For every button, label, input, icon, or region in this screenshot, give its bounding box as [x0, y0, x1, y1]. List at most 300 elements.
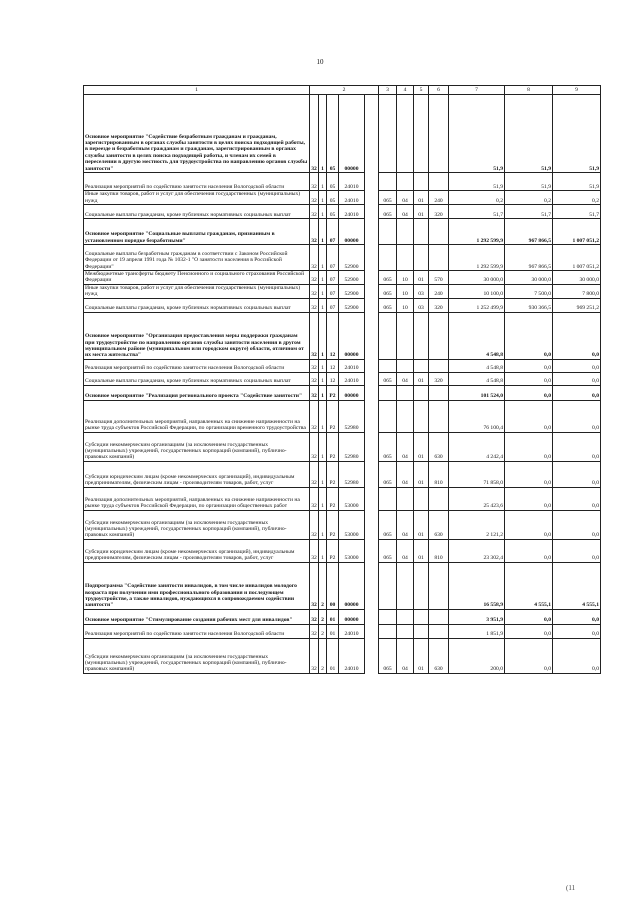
code-program: 32 — [310, 400, 319, 432]
code-direction: 52980 — [339, 400, 365, 432]
code-grbs: 065 — [379, 271, 397, 285]
code-subprogram: 1 — [319, 372, 327, 385]
header-col-4: 4 — [397, 86, 414, 95]
amount-year-3: 51,9 — [553, 173, 601, 191]
code-subprogram: 2 — [319, 638, 327, 673]
code-event: 07 — [327, 284, 339, 298]
header-col-6: 6 — [429, 86, 449, 95]
code-subprogram: 2 — [319, 609, 327, 624]
code-program: 32 — [310, 284, 319, 298]
code-event: 05 — [327, 95, 339, 173]
amount-year-1: 4 548,8 — [449, 312, 505, 359]
table-row — [84, 624, 601, 638]
code-direction: 24010 — [339, 191, 365, 205]
code-subsection — [414, 359, 429, 372]
code-program: 32 — [310, 173, 319, 191]
code-grbs — [379, 359, 397, 372]
code-event: 01 — [327, 624, 339, 638]
code-subsection: 01 — [414, 539, 429, 562]
amount-year-2: 51,7 — [505, 205, 553, 219]
code-program: 32 — [310, 461, 319, 487]
code-program: 32 — [310, 298, 319, 312]
code-event: Р2 — [327, 487, 339, 510]
amount-year-1: 1 252 499,9 — [449, 298, 505, 312]
code-grbs: 065 — [379, 205, 397, 219]
code-expense-type — [429, 562, 449, 609]
table-row — [84, 400, 601, 432]
code-subsection: 01 — [414, 191, 429, 205]
table-row — [84, 191, 601, 205]
code-section: 04 — [397, 638, 414, 673]
code-subsection — [414, 385, 429, 400]
amount-year-1: 101 524,0 — [449, 385, 505, 400]
code-grbs: 065 — [379, 539, 397, 562]
code-grbs — [379, 609, 397, 624]
code-expense-type — [429, 385, 449, 400]
code-expense-type: 630 — [429, 638, 449, 673]
table-row — [84, 487, 601, 510]
amount-year-1: 200,0 — [449, 638, 505, 673]
amount-year-2: 51,9 — [505, 173, 553, 191]
amount-year-1: 0,2 — [449, 191, 505, 205]
amount-year-2: 0,0 — [505, 432, 553, 461]
amount-year-3: 0,0 — [553, 400, 601, 432]
amount-year-1: 30 000,0 — [449, 271, 505, 285]
row-name: Субсидии некоммерческим организациям (за исключением государственных (муниципальных) учреждений, государственных корпораций (компаний), публично-правовых компаний) — [84, 638, 310, 673]
code-expense-type: 570 — [429, 271, 449, 285]
code-program: 32 — [310, 372, 319, 385]
spacer — [365, 298, 379, 312]
code-subsection: 01 — [414, 271, 429, 285]
code-program: 32 — [310, 205, 319, 219]
amount-year-1: 1 292 599,9 — [449, 245, 505, 271]
code-expense-type: 320 — [429, 372, 449, 385]
spacer — [365, 400, 379, 432]
code-section: 10 — [397, 298, 414, 312]
code-event: Р2 — [327, 461, 339, 487]
spacer — [365, 372, 379, 385]
code-grbs: 065 — [379, 191, 397, 205]
code-event: 12 — [327, 372, 339, 385]
code-grbs — [379, 219, 397, 245]
row-name: Межбюджетные трансферты бюджету Пенсионного и социального страхования Российской Федерации — [84, 271, 310, 285]
spacer — [365, 510, 379, 539]
code-direction: 52900 — [339, 298, 365, 312]
code-subsection — [414, 219, 429, 245]
code-subprogram: 1 — [319, 312, 327, 359]
code-direction: 00000 — [339, 609, 365, 624]
code-event: 01 — [327, 638, 339, 673]
code-subsection: 01 — [414, 461, 429, 487]
code-direction: 53000 — [339, 510, 365, 539]
code-expense-type: 630 — [429, 510, 449, 539]
code-subprogram: 1 — [319, 432, 327, 461]
table-body — [84, 95, 601, 674]
code-direction: 52980 — [339, 461, 365, 487]
spacer — [365, 95, 379, 173]
code-event: 07 — [327, 271, 339, 285]
code-subsection — [414, 245, 429, 271]
code-expense-type — [429, 624, 449, 638]
row-name: Иные закупки товаров, работ и услуг для обеспечения государственных (муниципальных) нужд — [84, 284, 310, 298]
table-row — [84, 609, 601, 624]
row-name: Субсидии некоммерческим организациям (за исключением государственных (муниципальных) учреждений, государственных корпораций (компаний), публично-правовых компаний) — [84, 510, 310, 539]
spacer — [365, 271, 379, 285]
amount-year-3: 30 000,0 — [553, 271, 601, 285]
amount-year-2: 0,0 — [505, 539, 553, 562]
code-direction: 00000 — [339, 95, 365, 173]
header-col-1: 1 — [84, 86, 310, 95]
code-grbs — [379, 95, 397, 173]
code-direction: 53000 — [339, 487, 365, 510]
code-expense-type: 240 — [429, 191, 449, 205]
row-name: Социальные выплаты гражданам, кроме публичных нормативных социальных выплат — [84, 205, 310, 219]
header-col-2: 2 — [310, 86, 379, 95]
code-event: Р2 — [327, 400, 339, 432]
code-program: 32 — [310, 510, 319, 539]
code-section — [397, 312, 414, 359]
code-program: 32 — [310, 432, 319, 461]
spacer — [365, 205, 379, 219]
amount-year-1: 4 548,8 — [449, 359, 505, 372]
amount-year-2: 0,0 — [505, 638, 553, 673]
code-expense-type: 810 — [429, 539, 449, 562]
code-grbs: 065 — [379, 372, 397, 385]
code-event: 07 — [327, 219, 339, 245]
row-name: Реализация мероприятий по содействию занятости населения Вологодской области — [84, 624, 310, 638]
amount-year-1: 16 558,9 — [449, 562, 505, 609]
amount-year-2: 0,0 — [505, 400, 553, 432]
header-col-5: 5 — [414, 86, 429, 95]
code-direction: 52900 — [339, 245, 365, 271]
spacer — [365, 432, 379, 461]
amount-year-3: 0,0 — [553, 372, 601, 385]
amount-year-2: 0,0 — [505, 372, 553, 385]
code-event: 12 — [327, 359, 339, 372]
amount-year-1: 4 242,4 — [449, 432, 505, 461]
code-event: 05 — [327, 173, 339, 191]
code-section — [397, 173, 414, 191]
row-name: Реализация дополнительных мероприятий, направленных на снижение напряженности на рынке труда субъектов Российской Федерации, по организации общественных работ — [84, 487, 310, 510]
amount-year-1: 71 858,0 — [449, 461, 505, 487]
code-event: Р2 — [327, 539, 339, 562]
code-expense-type — [429, 487, 449, 510]
table-row — [84, 510, 601, 539]
code-expense-type — [429, 173, 449, 191]
amount-year-3: 7 800,0 — [553, 284, 601, 298]
code-program: 32 — [310, 562, 319, 609]
row-name: Основное мероприятие "Стимулирование создания рабочих мест для инвалидов" — [84, 609, 310, 624]
code-grbs: 065 — [379, 298, 397, 312]
spacer — [365, 638, 379, 673]
code-subprogram: 1 — [319, 359, 327, 372]
table-row — [84, 219, 601, 245]
spacer — [365, 461, 379, 487]
spacer — [365, 624, 379, 638]
code-section — [397, 400, 414, 432]
code-section — [397, 487, 414, 510]
code-grbs: 065 — [379, 510, 397, 539]
code-program: 32 — [310, 271, 319, 285]
amount-year-1: 4 548,8 — [449, 372, 505, 385]
code-subsection — [414, 487, 429, 510]
amount-year-3: 0,0 — [553, 609, 601, 624]
amount-year-2: 967 866,5 — [505, 219, 553, 245]
code-subprogram: 1 — [319, 284, 327, 298]
code-event: Р2 — [327, 510, 339, 539]
code-grbs — [379, 173, 397, 191]
amount-year-2: 30 000,0 — [505, 271, 553, 285]
code-subsection: 01 — [414, 638, 429, 673]
amount-year-1: 25 423,6 — [449, 487, 505, 510]
code-subprogram: 1 — [319, 298, 327, 312]
amount-year-3: 0,0 — [553, 359, 601, 372]
code-expense-type — [429, 359, 449, 372]
code-direction: 00000 — [339, 219, 365, 245]
code-program: 32 — [310, 359, 319, 372]
code-grbs — [379, 312, 397, 359]
table-row — [84, 638, 601, 673]
code-direction: 24010 — [339, 624, 365, 638]
code-section — [397, 385, 414, 400]
code-direction: 00000 — [339, 562, 365, 609]
code-subprogram: 1 — [319, 510, 327, 539]
amount-year-2: 4 555,1 — [505, 562, 553, 609]
code-expense-type — [429, 400, 449, 432]
amount-year-2: 0,0 — [505, 510, 553, 539]
code-grbs — [379, 624, 397, 638]
code-subprogram: 2 — [319, 624, 327, 638]
code-direction: 24010 — [339, 372, 365, 385]
code-subsection — [414, 624, 429, 638]
code-subprogram: 2 — [319, 562, 327, 609]
code-subprogram: 1 — [319, 461, 327, 487]
code-direction: 00000 — [339, 385, 365, 400]
code-subprogram: 1 — [319, 385, 327, 400]
code-direction: 00000 — [339, 312, 365, 359]
code-expense-type: 320 — [429, 205, 449, 219]
amount-year-3: 0,0 — [553, 638, 601, 673]
row-name: Подпрограмма "Содействие занятости инвалидов, в том числе инвалидов молодого возраста при получении ими профессионального образования и последующем трудоустройстве, а также инвалидов, нуждающихся в сопровождаемом содействии занятости" — [84, 562, 310, 609]
code-grbs — [379, 400, 397, 432]
code-subsection: 01 — [414, 510, 429, 539]
code-event: 07 — [327, 245, 339, 271]
code-section — [397, 609, 414, 624]
amount-year-2: 0,0 — [505, 312, 553, 359]
amount-year-2: 0,2 — [505, 191, 553, 205]
code-program: 32 — [310, 624, 319, 638]
amount-year-1: 2 121,2 — [449, 510, 505, 539]
amount-year-3: 0,0 — [553, 487, 601, 510]
code-expense-type: 810 — [429, 461, 449, 487]
amount-year-3: 0,0 — [553, 385, 601, 400]
amount-year-1: 76 100,4 — [449, 400, 505, 432]
code-expense-type: 320 — [429, 298, 449, 312]
row-name: Социальные выплаты гражданам, кроме публичных нормативных социальных выплат — [84, 372, 310, 385]
code-section: 04 — [397, 191, 414, 205]
amount-year-3: 0,0 — [553, 624, 601, 638]
spacer — [365, 609, 379, 624]
code-subsection: 01 — [414, 372, 429, 385]
table-row — [84, 432, 601, 461]
amount-year-3: 0,0 — [553, 432, 601, 461]
footer-number: (11 — [566, 884, 576, 892]
code-expense-type — [429, 312, 449, 359]
amount-year-1: 1 851,9 — [449, 624, 505, 638]
code-direction: 53000 — [339, 539, 365, 562]
amount-year-3: 0,2 — [553, 191, 601, 205]
amount-year-2: 930 366,5 — [505, 298, 553, 312]
code-section — [397, 219, 414, 245]
amount-year-2: 0,0 — [505, 487, 553, 510]
spacer — [365, 312, 379, 359]
amount-year-2: 51,9 — [505, 95, 553, 173]
amount-year-1: 3 951,9 — [449, 609, 505, 624]
amount-year-3: 0,0 — [553, 510, 601, 539]
code-section: 10 — [397, 284, 414, 298]
code-section: 04 — [397, 461, 414, 487]
code-section: 04 — [397, 205, 414, 219]
code-expense-type — [429, 609, 449, 624]
code-section — [397, 562, 414, 609]
amount-year-3: 0,0 — [553, 461, 601, 487]
code-subprogram: 1 — [319, 400, 327, 432]
row-name: Социальные выплаты безработным гражданам в соответствии с Законом Российской Федерации от 19 апреля 1991 года № 1032-1 "О занятости населения в Российской Федерации" — [84, 245, 310, 271]
code-subprogram: 1 — [319, 219, 327, 245]
amount-year-2: 0,0 — [505, 461, 553, 487]
amount-year-1: 51,7 — [449, 205, 505, 219]
code-expense-type — [429, 219, 449, 245]
code-grbs — [379, 385, 397, 400]
code-direction: 24010 — [339, 638, 365, 673]
table-row — [84, 245, 601, 271]
code-subsection: 03 — [414, 284, 429, 298]
amount-year-3: 4 555,1 — [553, 562, 601, 609]
code-section — [397, 95, 414, 173]
code-direction: 52900 — [339, 284, 365, 298]
code-program: 32 — [310, 191, 319, 205]
code-program: 32 — [310, 487, 319, 510]
code-direction: 24010 — [339, 359, 365, 372]
code-subsection — [414, 562, 429, 609]
code-subsection — [414, 173, 429, 191]
row-name: Реализация мероприятий по содействию занятости населения Вологодской области — [84, 173, 310, 191]
table-header-row — [84, 86, 601, 95]
spacer — [365, 191, 379, 205]
code-expense-type — [429, 245, 449, 271]
table-row — [84, 271, 601, 285]
spacer — [365, 219, 379, 245]
spacer — [365, 245, 379, 271]
code-section — [397, 245, 414, 271]
amount-year-1: 10 100,0 — [449, 284, 505, 298]
code-subprogram: 1 — [319, 95, 327, 173]
page-number: 10 — [316, 58, 324, 66]
code-event: 07 — [327, 298, 339, 312]
code-subsection: 03 — [414, 298, 429, 312]
row-name: Субсидии юридическим лицам (кроме некоммерческих организаций), индивидуальным предпринимателям, физическим лицам - производителям товаров, работ, услуг — [84, 461, 310, 487]
spacer — [365, 539, 379, 562]
row-name: Основное мероприятие "Реализация регионального проекта "Содействие занятости" — [84, 385, 310, 400]
amount-year-1: 1 292 599,9 — [449, 219, 505, 245]
table-row — [84, 173, 601, 191]
code-direction: 52980 — [339, 432, 365, 461]
amount-year-3: 0,0 — [553, 312, 601, 359]
code-direction: 24010 — [339, 205, 365, 219]
code-section — [397, 624, 414, 638]
code-subsection — [414, 95, 429, 173]
amount-year-2: 0,0 — [505, 609, 553, 624]
table-row — [84, 385, 601, 400]
code-grbs — [379, 245, 397, 271]
code-event: Р2 — [327, 385, 339, 400]
code-program: 32 — [310, 638, 319, 673]
code-program: 32 — [310, 219, 319, 245]
spacer — [365, 487, 379, 510]
code-section: 10 — [397, 271, 414, 285]
code-event: 00 — [327, 562, 339, 609]
amount-year-2: 0,0 — [505, 385, 553, 400]
code-subprogram: 1 — [319, 487, 327, 510]
amount-year-3: 0,0 — [553, 539, 601, 562]
code-subsection: 01 — [414, 432, 429, 461]
row-name: Реализация мероприятий по содействию занятости населения Вологодской области — [84, 359, 310, 372]
amount-year-3: 1 007 051,2 — [553, 245, 601, 271]
code-program: 32 — [310, 539, 319, 562]
row-name: Иные закупки товаров, работ и услуг для обеспечения государственных (муниципальных) нужд — [84, 191, 310, 205]
code-event: Р2 — [327, 432, 339, 461]
amount-year-1: 23 302,4 — [449, 539, 505, 562]
code-grbs: 065 — [379, 284, 397, 298]
code-expense-type: 630 — [429, 432, 449, 461]
amount-year-3: 51,7 — [553, 205, 601, 219]
table-row — [84, 312, 601, 359]
amount-year-3: 969 251,2 — [553, 298, 601, 312]
code-expense-type — [429, 95, 449, 173]
code-grbs: 065 — [379, 638, 397, 673]
code-section: 04 — [397, 510, 414, 539]
table-row — [84, 95, 601, 173]
header-col-8: 8 — [505, 86, 553, 95]
code-grbs — [379, 487, 397, 510]
code-event: 05 — [327, 205, 339, 219]
code-grbs: 065 — [379, 461, 397, 487]
code-program: 32 — [310, 312, 319, 359]
code-section — [397, 359, 414, 372]
table-row — [84, 461, 601, 487]
table-row — [84, 539, 601, 562]
amount-year-2: 7 500,0 — [505, 284, 553, 298]
amount-year-2: 0,0 — [505, 359, 553, 372]
amount-year-2: 967 866,5 — [505, 245, 553, 271]
amount-year-2: 0,0 — [505, 624, 553, 638]
code-direction: 52900 — [339, 271, 365, 285]
code-direction: 24010 — [339, 173, 365, 191]
spacer — [365, 562, 379, 609]
code-grbs: 065 — [379, 432, 397, 461]
spacer — [365, 173, 379, 191]
code-subsection — [414, 400, 429, 432]
code-section: 04 — [397, 539, 414, 562]
code-subprogram: 1 — [319, 245, 327, 271]
budget-table — [83, 85, 601, 674]
code-event: 01 — [327, 609, 339, 624]
spacer — [365, 385, 379, 400]
code-subprogram: 1 — [319, 271, 327, 285]
header-col-3: 3 — [379, 86, 397, 95]
table-row — [84, 359, 601, 372]
table-row — [84, 562, 601, 609]
